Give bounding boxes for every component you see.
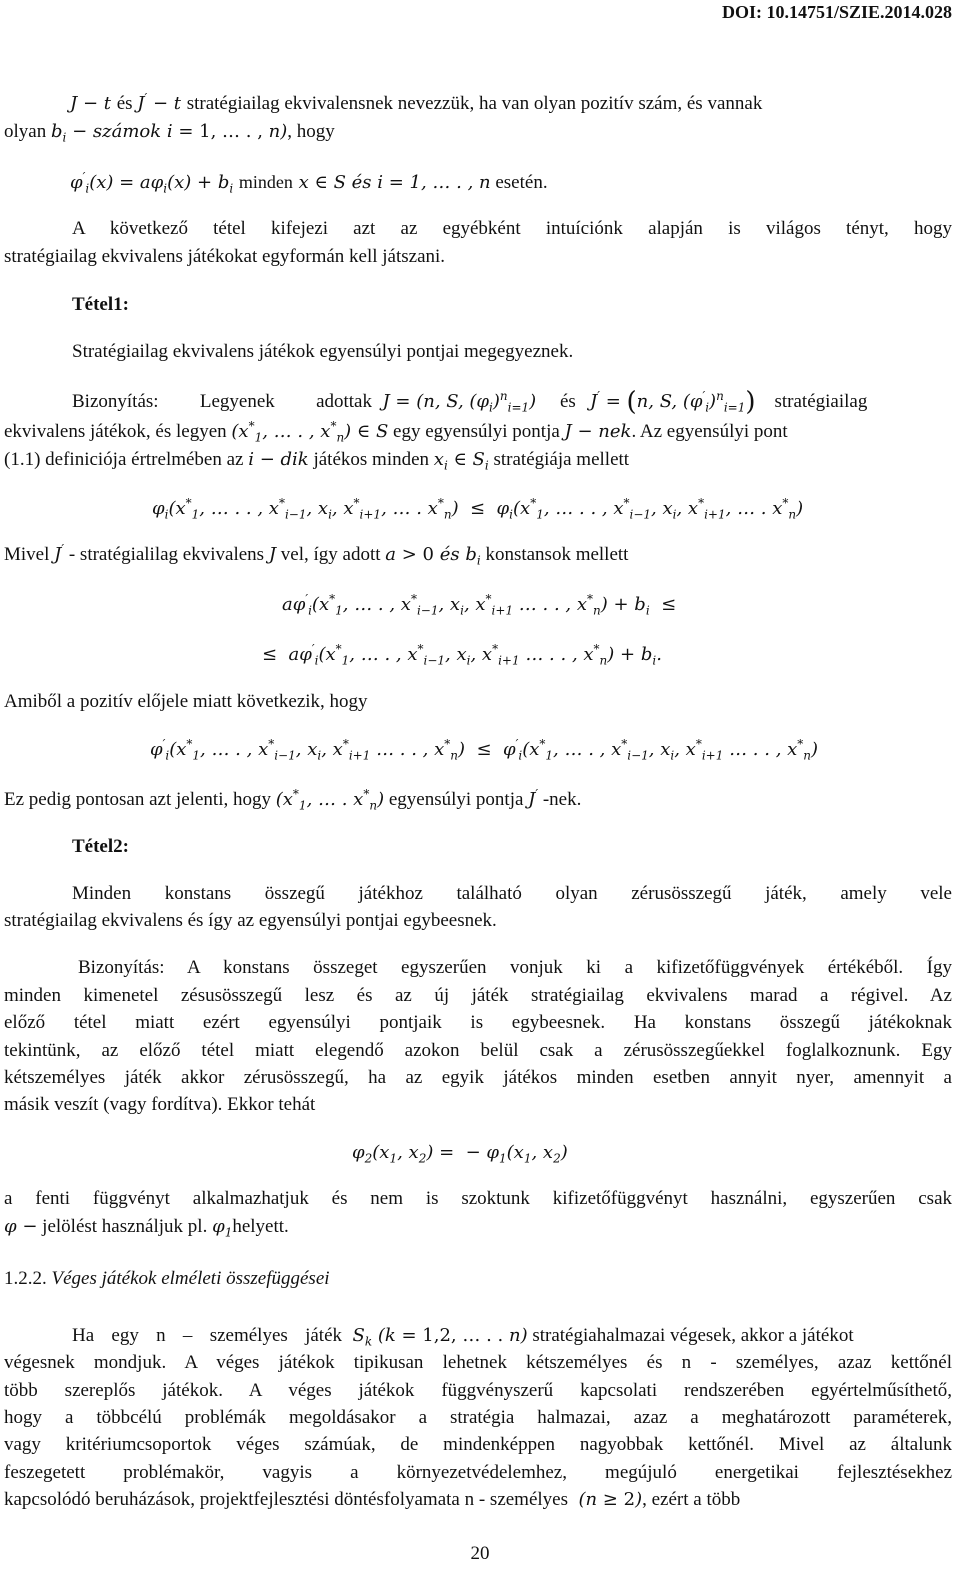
ez-c: -nek. [542, 789, 582, 810]
section-para-line: vagy kritériumcsoportok véges számúak, de mindenképpen nagyobbak kettőnél. Mivel az általunk [4, 1434, 952, 1455]
proof2-after-line-1: a fenti függvényt alkalmazhatjuk és nem is szoktunk kifizetőfüggvényt használni, egyszerűen csak [4, 1188, 952, 1209]
section-title: Véges játékok elméleti összefüggései [51, 1268, 330, 1289]
intro-prefix: olyan [4, 121, 47, 142]
section-l1-b: stratégiahalmazai végesek, akkor a játékot [532, 1325, 854, 1346]
para-line-1: A következő tétel kifejezi azt az egyébként intuíciónk alapján is világos tényt, hogy [72, 218, 952, 239]
mivel-b: - stratégialilag ekvivalens [68, 544, 265, 565]
proof1-l2-c: . Az egyensúlyi pont [631, 421, 788, 442]
proof1-amibol: Amiből a pozitív előjele miatt következik, hogy [4, 691, 368, 712]
section-para-line: hogy a többcélú problémák megoldásakor a stratégia halmazai, azaz a meghatározott paraméterek, [4, 1407, 952, 1428]
mivel-c: vel, így adott [280, 544, 381, 565]
proof1-l1-c: stratégiailag [774, 391, 868, 412]
section-para-line-1 [72, 1322, 952, 1350]
mivel-d: konstansok mellett [485, 544, 629, 565]
mivel-a: Mivel [4, 544, 50, 565]
proof1-line-3 [4, 446, 952, 474]
after-2-a: jelölést használjuk pl. [42, 1216, 208, 1237]
proof1-line-1 [72, 388, 952, 416]
math-game-J: J = (n, S, $(\varphi_i)^n_{i=1}$) [376, 389, 537, 415]
equation-scaled-1: $a\varphi'_i(x^*_1$, … . , $x^*_{i-1}$, $x_i$, $x^*_{i+1}$ … . . , $x^*_n) + b_i$ ≤ [282, 592, 677, 618]
section-para-line: végesnek mondjuk. A véges játékok tipikusan lehetnek kétszemélyes és n - személyes, azaz kettőnél [4, 1352, 952, 1373]
math-inline: J − t [70, 93, 117, 114]
proof1-l2-b: egy egyensúlyi pontja [393, 421, 560, 442]
equation-zero-sum: $\varphi_2(x_1$, $x_2$) = − $\varphi_1(x_1$, $x_2$) [352, 1142, 568, 1166]
para-line-2: stratégiailag ekvivalens játékokat egyformán kell játszani. [4, 246, 446, 267]
math-inline: J′ [528, 787, 539, 810]
theorem2-line-2: stratégiailag ekvivalens és így az egyensúlyi pontjai egybeesnek. [4, 910, 497, 931]
math-inline: i − dik [248, 449, 309, 470]
intro-line-2 [4, 118, 952, 146]
theorem2-line-1: Minden konstans összegű játékhoz található olyan zérusösszegű játék, amely vele [72, 883, 952, 904]
equation-scaled-2: ≤ $a\varphi'_i(x^*_1$, … . , $x^*_{i-1}$, $x_i$, $x^*_{i+1}$ … . . , $x^*_n) + b_i$. [262, 642, 662, 668]
proof1-l3-a: (1.1) definiciója értrelmében az [4, 449, 244, 470]
section-last-b: , ezért a több [642, 1489, 741, 1510]
section-para-line: feszegetett problémakör, vagyis a környezetvédelemhez, megújuló energetikai fejlesztésekhez [4, 1462, 952, 1483]
section-last-a: kapcsolódó beruházások, projektfejlesztési döntésfolyamata n - személyes [4, 1489, 568, 1510]
proof1-l3-b: játékos minden [313, 449, 430, 470]
section-para-line: több szereplős játékok. A véges játékok függvényszerű kapcsolati rendszerében egyértelműsíthető, [4, 1380, 952, 1401]
ez-b: egyensúlyi pontja [388, 789, 524, 810]
math-inline: $x_i$ ∈ $S_i$ [433, 449, 489, 473]
math-inline: ($x^*_1$, … . $x^*_n$) [275, 787, 385, 813]
proof2-line: kétszemélyes játék akkor zérusösszegű, ha az egyik játékos minden esetben annyit nyer, amennyit a [4, 1067, 952, 1088]
math-inline: J [268, 544, 277, 565]
math-inline: J′ − t [137, 91, 187, 114]
proof2-line: Bizonyítás: A konstans összeget egyszerűen vonjuk ki a kifizetőfüggvények értékéből. Így [78, 957, 952, 978]
math-inline: J − nek [564, 421, 632, 442]
equation-equilibrium-inequality: $\varphi_i(x^*_1$, … . . , $x^*_{i-1}$, $x_i$, $x^*_{i+1}$, … . $x^*_n) \le \varphi_i(x^*_1$, … . . , $x^*_{i-1}$, $x_i$, $x^*_{i+1}$, … . $x^*_n$) [152, 496, 804, 522]
section-l1-a: Ha egy n – személyes játék [72, 1325, 342, 1346]
intro-text: stratégiailag ekvivalensnek nevezzük, ha van olyan pozitív szám, és vannak [186, 93, 763, 114]
math-game-J-prime: J′ = (n, S, $(\varphi'_i)^n_{i=1}$) [590, 387, 756, 417]
word-es: és [116, 93, 138, 114]
equation-suffix: esetén. [495, 172, 548, 193]
math-inline: J′ [54, 542, 65, 565]
proof1-line-2 [4, 418, 952, 446]
section-para-last-line [4, 1486, 952, 1514]
proof2-line: másik veszít (vagy fordítva). Ekkor tehát [4, 1094, 316, 1115]
intro-line-1 [70, 90, 952, 118]
section-heading [4, 1265, 952, 1293]
theorem2-title: Tétel2: [72, 836, 129, 857]
proof2-line: minden kimenetel zésusösszegű lesz és az új játék stratégiailag ekvivalens marad a régivel. Az [4, 985, 952, 1006]
proof1-mivel-line [4, 541, 952, 569]
page-number: 20 [470, 1543, 490, 1564]
section-number: 1.2.2. [4, 1268, 47, 1289]
intro-suffix: , hogy [287, 121, 335, 142]
proof1-l2-a: ekvivalens játékok, és legyen [4, 421, 227, 442]
doi-header: DOI: 10.14751/SZIE.2014.028 [721, 2, 952, 22]
math-inline: φ − [4, 1216, 38, 1237]
equation-strategic-equivalence: $\varphi'_i(x) = a\varphi_i(x) + b_i$ minden x ∈ S és i = 1, … . , n [70, 170, 491, 196]
theorem1-title: Tétel1: [72, 294, 129, 315]
equation-equilibrium-prime: $\varphi'_i(x^*_1$, … . , $x^*_{i-1}$, $x_i$, $x^*_{i+1}$ … . . , $x^*_n) \le \varphi'_i(x^*_1$, … . , $x^*_{i-1}$, $x_i$, $x^*_{i+1}$ … . . , $x^*_n$) [150, 737, 819, 763]
math-inline: (n ≥ 2) [572, 1489, 643, 1510]
proof1-ez-line [4, 786, 952, 814]
after-2-b: helyett. [232, 1216, 289, 1237]
math-inline: $\varphi_1$ [212, 1216, 233, 1240]
proof2-line: előző tétel miatt ezért egyensúlyi pontjaik is egybeesnek. Ha konstans összegű játékoknak [4, 1012, 952, 1033]
theorem1-statement: Stratégiailag ekvivalens játékok egyensúlyi pontjai megegyeznek. [72, 341, 574, 362]
math-point: ($x^*_1$, … . , $x^*_n$) ∈ S [231, 419, 389, 445]
intro-equation [70, 168, 952, 197]
ez-a: Ez pedig pontosan azt jelenti, hogy [4, 789, 271, 810]
math-inline: $S_k$ (k = 1,2, … . . n) [346, 1325, 528, 1349]
proof1-l1-b: és [559, 391, 576, 412]
math-inline: a > 0 és $b_i$ [385, 544, 481, 568]
proof1-l3-c: stratégiája mellett [493, 449, 630, 470]
proof2-line: tekintünk, az előző tétel miatt elegendő azokon belül csak a zérusösszegűekkel foglalkoznunk. Egy [4, 1040, 952, 1061]
math-inline: $b_i$ − számok i = 1, … . , n) [50, 121, 288, 145]
proof2-after-line-2 [4, 1213, 952, 1241]
proof1-l1-a: Bizonyítás: Legyenek adottak [72, 391, 372, 412]
